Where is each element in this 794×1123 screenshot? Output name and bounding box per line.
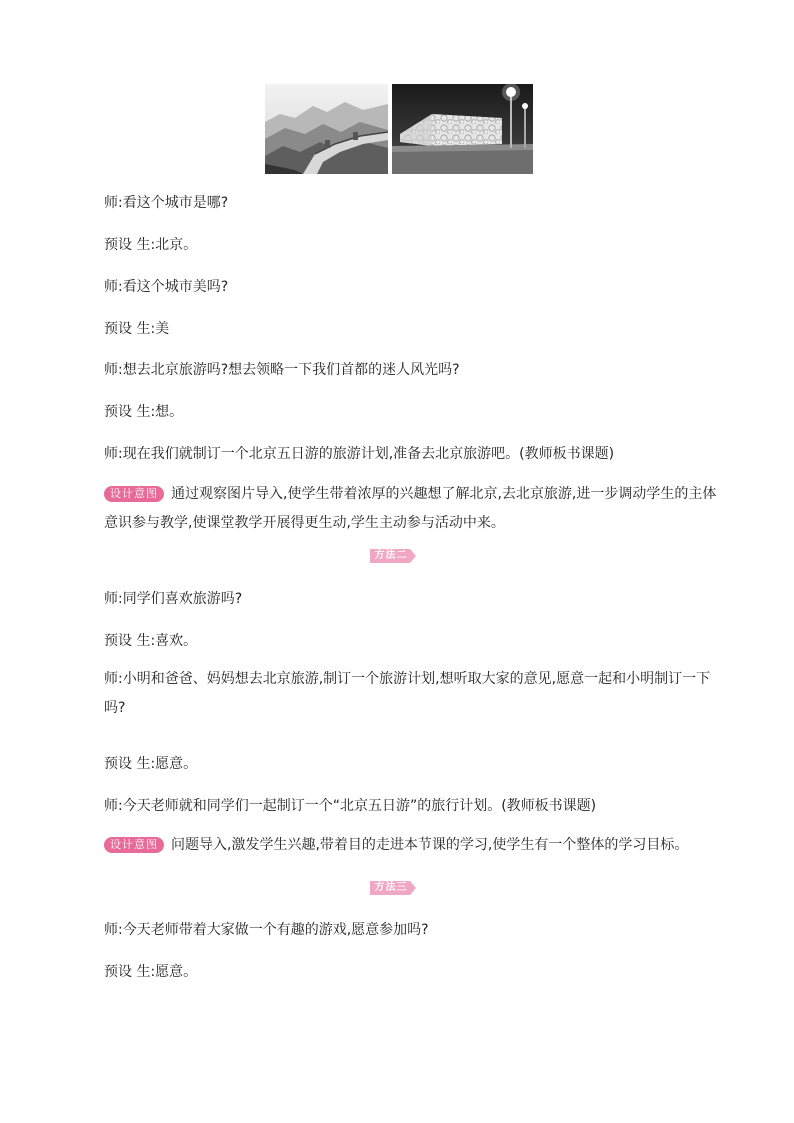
- method-three-tag: 方法三: [370, 881, 416, 895]
- great-wall-photo: [265, 84, 388, 174]
- student-line: 预设 生:愿意。: [104, 964, 198, 980]
- student-line: 预设 生:北京。: [104, 237, 198, 253]
- student-line: 预设 生:喜欢。: [104, 633, 198, 649]
- design-intent-badge: 设计意图: [104, 837, 164, 853]
- photo-strip: [265, 84, 533, 174]
- design-intent-badge: 设计意图: [104, 486, 164, 502]
- student-line: 预设 生:想。: [104, 404, 184, 420]
- teacher-line: 师:想去北京旅游吗?想去领略一下我们首都的迷人风光吗?: [104, 362, 460, 378]
- student-line: 预设 生:愿意。: [104, 756, 198, 772]
- teacher-line: 师:同学们喜欢旅游吗?: [104, 591, 243, 607]
- method-two-tag: 方法二: [370, 549, 416, 563]
- design-intent-text: 通过观察图片导入,使学生带着浓厚的兴趣想了解北京,去北京旅游,进一步调动学生的主体意识参与教学,使课堂教学开展得更生动,学生主动参与活动中来。: [104, 486, 717, 531]
- design-intent-paragraph: [104, 831, 720, 860]
- teacher-line: 师:今天老师就和同学们一起制订一个“北京五日游”的旅行计划。(教师板书课题): [104, 798, 597, 814]
- teacher-line: 师:看这个城市是哪?: [104, 195, 229, 211]
- teacher-line: 师:看这个城市美吗?: [104, 279, 229, 295]
- student-line: 预设 生:美: [104, 321, 170, 337]
- teacher-paragraph: 师:小明和爸爸、妈妈想去北京旅游,制订一个旅游计划,想听取大家的意见,愿意一起和小明制订一下吗?: [104, 671, 711, 716]
- teacher-line: 师:现在我们就制订一个北京五日游的旅游计划,准备去北京旅游吧。(教师板书课题): [104, 446, 615, 462]
- teacher-line: 师:今天老师带着大家做一个有趣的游戏,愿意参加吗?: [104, 922, 429, 938]
- water-cube-photo: [392, 84, 533, 174]
- design-intent-text: 问题导入,激发学生兴趣,带着目的走进本节课的学习,使学生有一个整体的学习目标。: [171, 837, 689, 853]
- design-intent-paragraph: [104, 480, 720, 538]
